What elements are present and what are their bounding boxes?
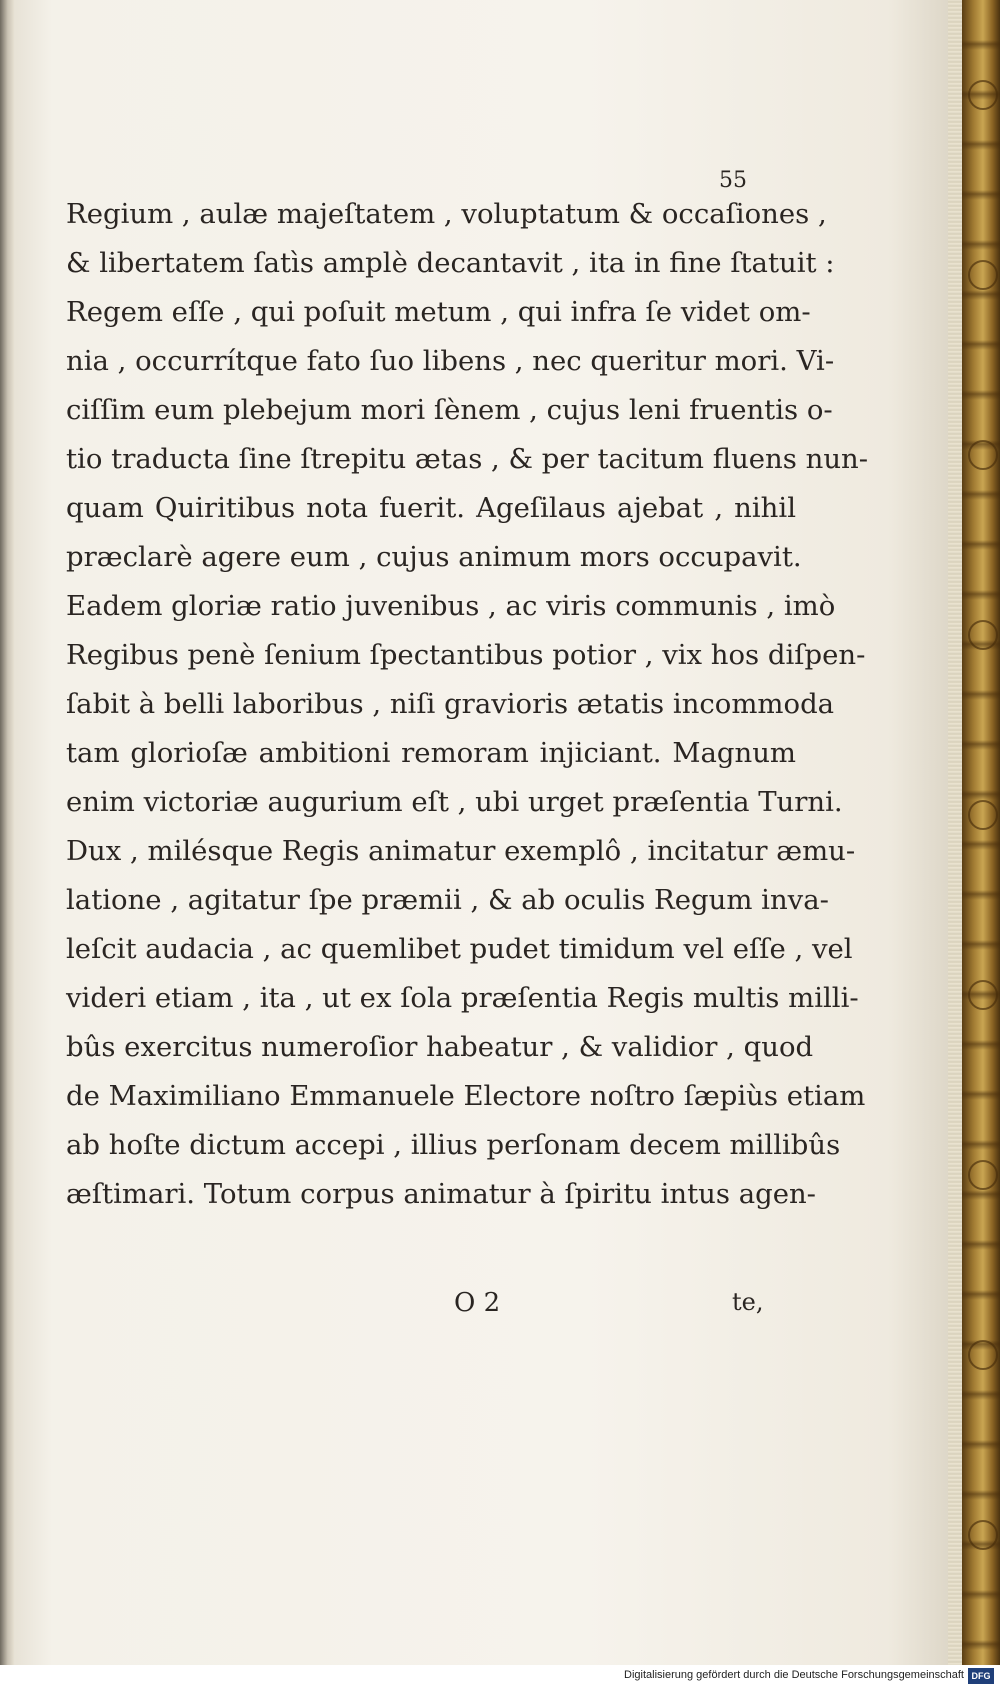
- binding-ornament-icon: [968, 1340, 998, 1370]
- page-stack-edge: [948, 0, 962, 1665]
- gilt-binding-edge: [962, 0, 1000, 1665]
- left-binding-edge: [0, 0, 14, 1665]
- binding-ornament-icon: [968, 1160, 998, 1190]
- text-line: tam glorioſæ ambitioni remoram injiciant. Magnum: [66, 737, 796, 769]
- text-line: tio traducta ſine ſtrepitu ætas , & per tacitum fluens nun-: [66, 443, 869, 475]
- binding-ornament-icon: [968, 440, 998, 470]
- text-line: æſtimari. Totum corpus animatur à ſpiritu intus agen-: [66, 1178, 816, 1210]
- dfg-logo: DFG: [968, 1668, 994, 1684]
- text-line: quam Quiritibus nota fuerit. Ageſilaus ajebat , nihil: [66, 492, 796, 524]
- text-line: Eadem gloriæ ratio juvenibus , ac viris communis , imò: [66, 590, 836, 622]
- binding-ornament-icon: [968, 980, 998, 1010]
- text-line: Regem eſſe , qui poſuit metum , qui infra ſe videt om-: [66, 296, 811, 328]
- text-line: de Maximiliano Emmanuele Electore noſtro ſæpiùs etiam: [66, 1080, 866, 1112]
- text-line: Regium , aulæ majeſtatem , voluptatum & occaſiones ,: [66, 198, 827, 230]
- text-line: ſabit à belli laboribus , niſi gravioris ætatis incommoda: [66, 688, 835, 720]
- text-line: enim victoriæ augurium eſt , ubi urget præſentia Turni.: [66, 786, 843, 818]
- text-line: Regibus penè ſenium ſpectantibus potior , vix hos diſpen-: [66, 639, 866, 671]
- text-line: præclarè agere eum , cujus animum mors occupavit.: [66, 541, 802, 573]
- text-line: latione , agitatur ſpe præmii , & ab oculis Regum inva-: [66, 884, 829, 916]
- binding-ornament-icon: [968, 800, 998, 830]
- text-line: & libertatem ſatìs amplè decantavit , ita in fine ſtatuit :: [66, 247, 835, 279]
- text-line: ab hoſte dictum accepi , illius perſonam decem millibûs: [66, 1129, 841, 1161]
- body-text: [66, 190, 869, 1219]
- binding-ornament-icon: [968, 260, 998, 290]
- binding-ornament-icon: [968, 80, 998, 110]
- page-number: 55: [719, 168, 747, 193]
- text-line: videri etiam , ita , ut ex ſola præſentia Regis multis milli-: [66, 982, 859, 1014]
- text-line: Dux , milésque Regis animatur exemplô , incitatur æmu-: [66, 835, 856, 867]
- text-line: nia , occurrítque fato ſuo libens , nec queritur mori. Vi-: [66, 345, 835, 377]
- binding-ornament-icon: [968, 620, 998, 650]
- text-line: leſcit audacia , ac quemlibet pudet timidum vel eſſe , vel: [66, 933, 853, 965]
- book-page: [14, 0, 964, 1665]
- signature-mark: O 2: [454, 1288, 501, 1318]
- text-line: bûs exercitus numeroſior habeatur , & validior , quod: [66, 1031, 814, 1063]
- binding-ornament-icon: [968, 1520, 998, 1550]
- footer-credit: Digitalisierung gefördert durch die Deutsche Forschungsgemeinschaft: [624, 1669, 964, 1681]
- catchword: te,: [732, 1288, 764, 1316]
- digitization-footer: [0, 1665, 1000, 1689]
- text-line: ciſſim eum plebejum mori ſènem , cujus leni fruentis o-: [66, 394, 833, 426]
